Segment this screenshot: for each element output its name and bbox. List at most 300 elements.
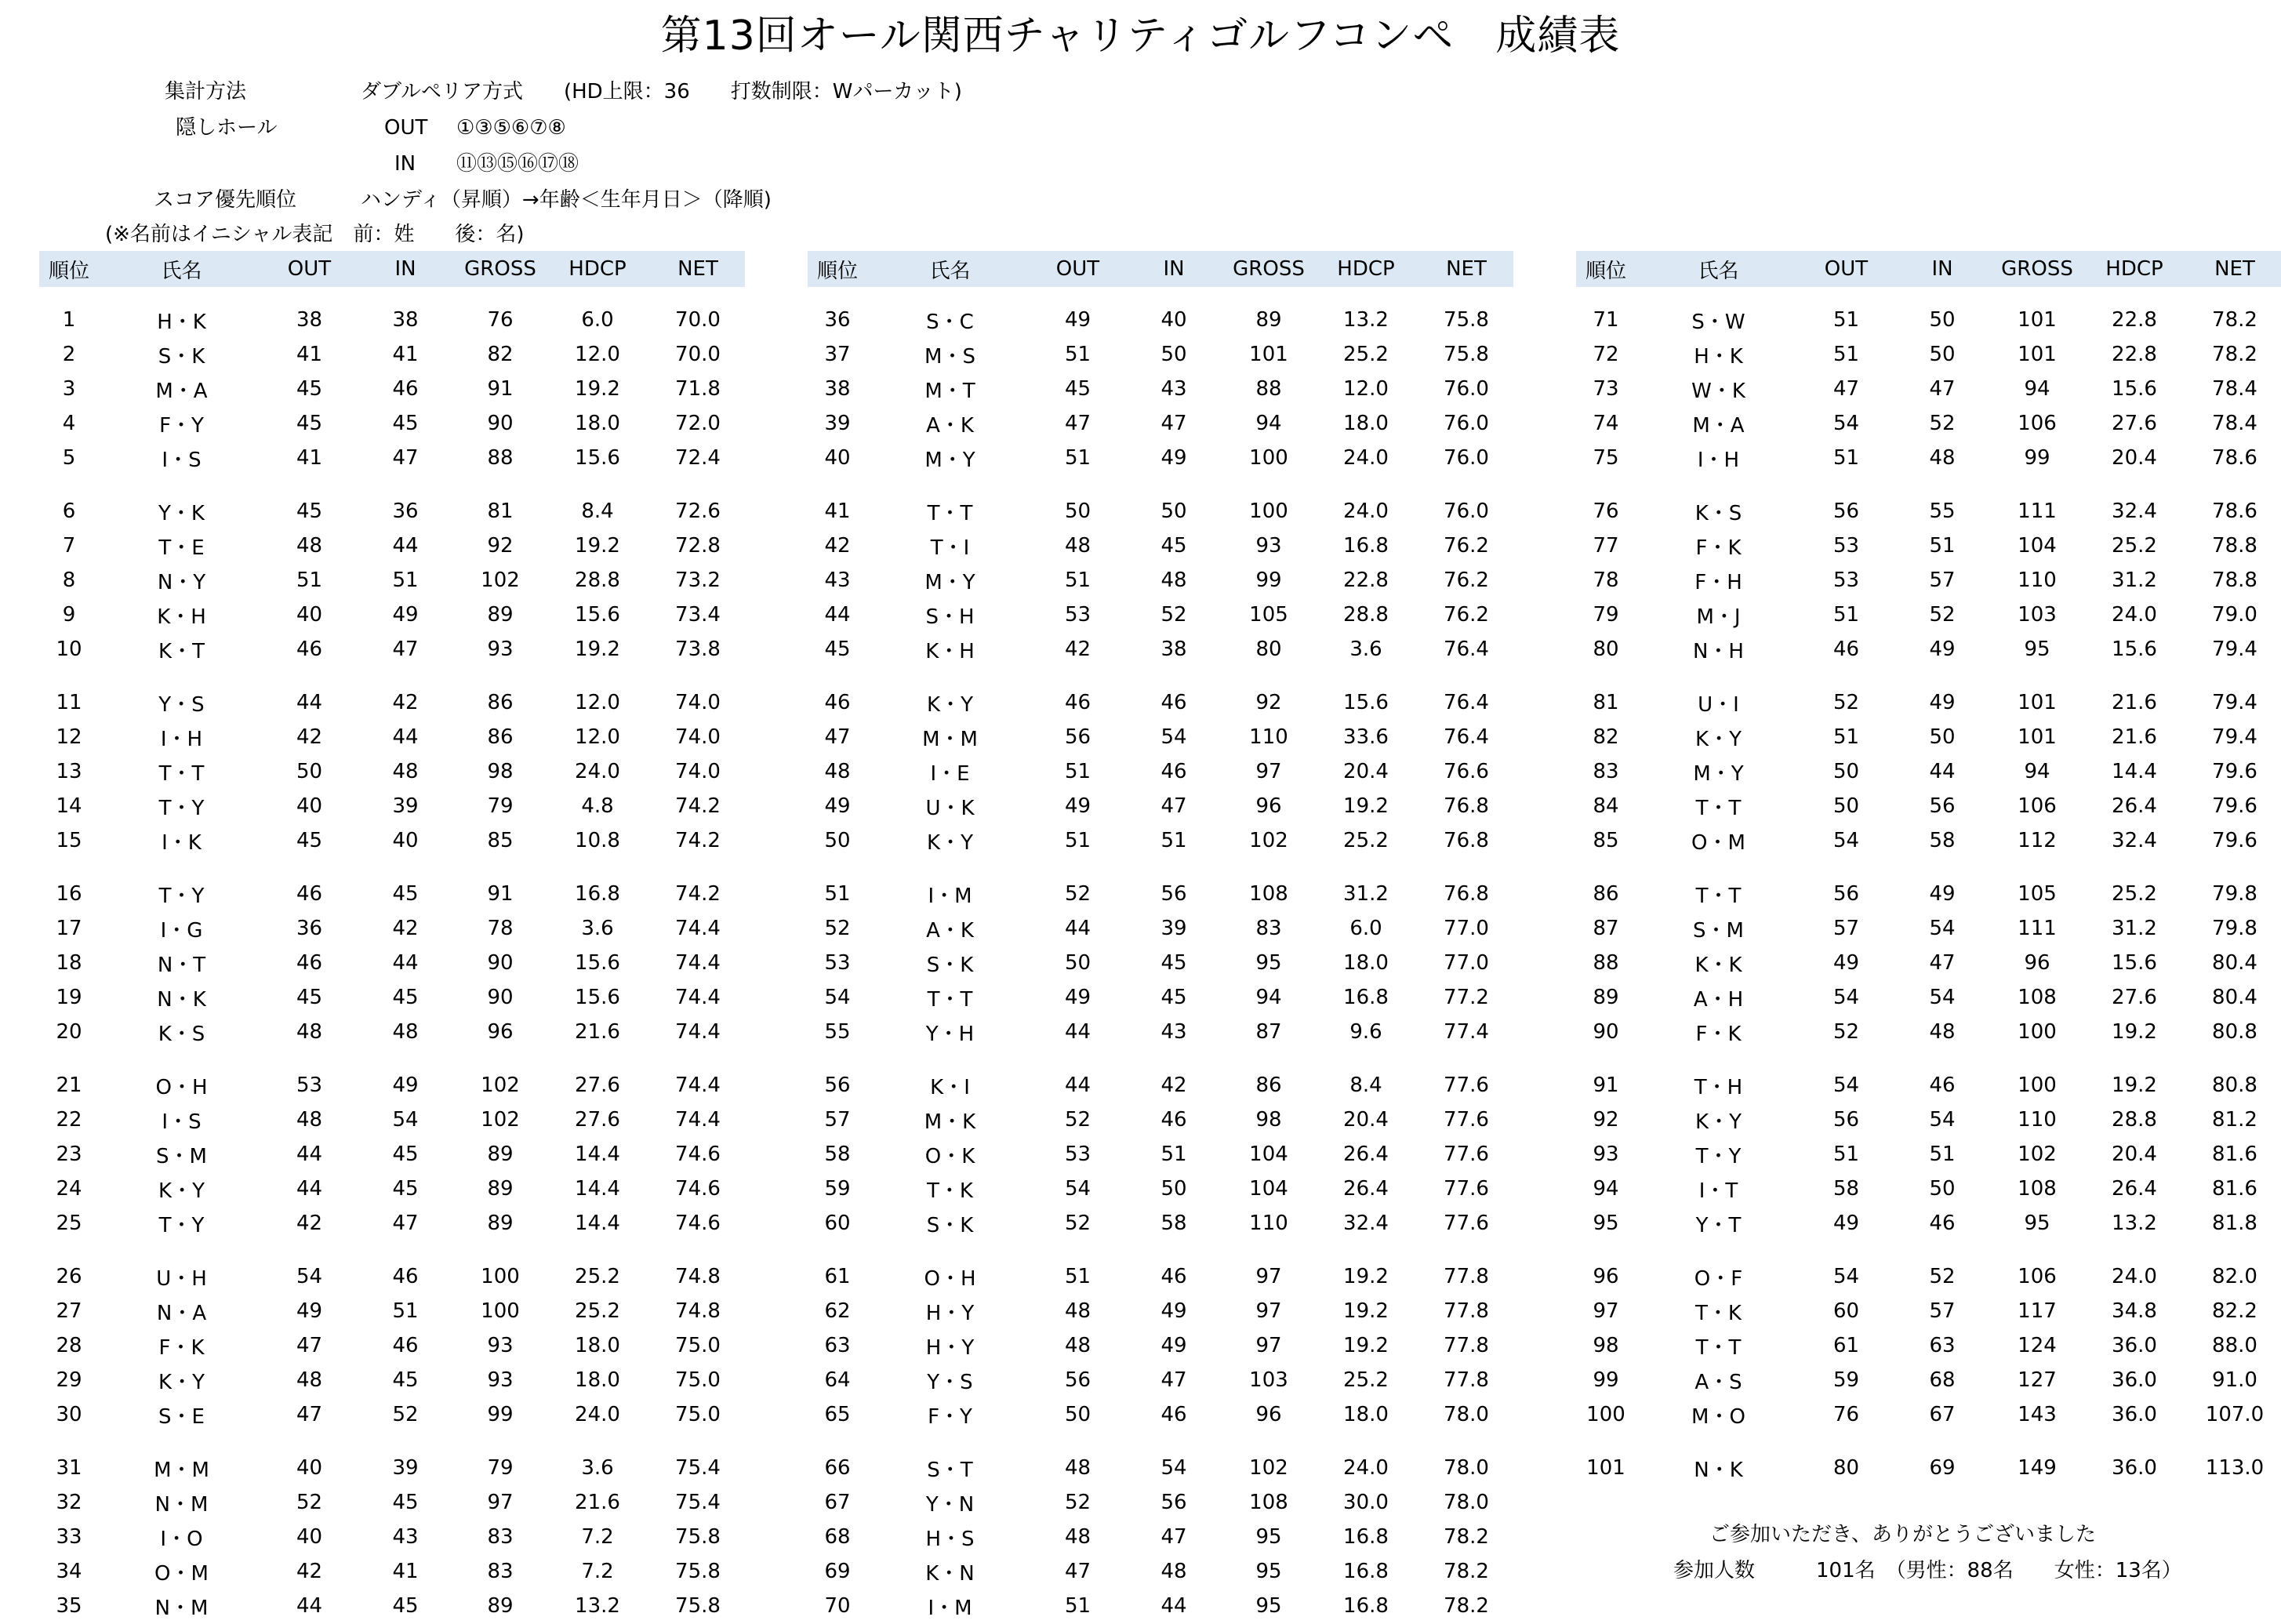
table-row bbox=[1576, 1328, 2281, 1363]
cell-hdcp: 19.2 bbox=[1343, 794, 1389, 818]
cell-name: N・M bbox=[154, 1492, 209, 1517]
cell-rank: 53 bbox=[824, 951, 851, 975]
cell-hdcp: 15.6 bbox=[575, 986, 620, 1009]
cell-in: 46 bbox=[1929, 1074, 1956, 1097]
cell-gross: 102 bbox=[1249, 829, 1288, 852]
cell-in: 43 bbox=[392, 1525, 419, 1549]
cell-hdcp: 18.0 bbox=[1343, 1403, 1389, 1426]
cell-net: 80.4 bbox=[2212, 951, 2257, 975]
cell-hdcp: 24.0 bbox=[575, 760, 620, 783]
cell-gross: 83 bbox=[487, 1560, 514, 1583]
cell-gross: 79 bbox=[487, 794, 514, 818]
cell-name: K・Y bbox=[158, 1179, 205, 1203]
cell-gross: 108 bbox=[2018, 1177, 2057, 1201]
cell-net: 81.6 bbox=[2212, 1177, 2257, 1201]
cell-gross: 101 bbox=[2018, 725, 2057, 749]
cell-gross: 94 bbox=[1255, 986, 1282, 1009]
cell-rank: 95 bbox=[1593, 1212, 1619, 1235]
cell-hdcp: 12.0 bbox=[1343, 377, 1389, 401]
cell-out: 51 bbox=[1064, 569, 1091, 592]
cell-in: 52 bbox=[1160, 603, 1187, 627]
cell-hdcp: 19.2 bbox=[575, 638, 620, 661]
cell-out: 45 bbox=[1064, 377, 1091, 401]
cell-hdcp: 21.6 bbox=[575, 1020, 620, 1044]
cell-net: 77.0 bbox=[1444, 951, 1489, 975]
cell-net: 74.8 bbox=[675, 1299, 721, 1323]
cell-hdcp: 16.8 bbox=[1343, 1560, 1389, 1583]
cell-hdcp: 8.4 bbox=[1349, 1074, 1382, 1097]
cell-gross: 105 bbox=[2018, 882, 2057, 906]
cell-name: M・Y bbox=[924, 570, 975, 594]
cell-name: N・H bbox=[1692, 639, 1744, 663]
cell-gross: 100 bbox=[1249, 500, 1288, 523]
cell-hdcp: 3.6 bbox=[581, 917, 614, 940]
cell-net: 74.6 bbox=[675, 1143, 721, 1166]
table-row bbox=[808, 980, 1513, 1015]
cell-hdcp: 26.4 bbox=[1343, 1177, 1389, 1201]
header-net: NET bbox=[677, 257, 718, 281]
cell-out: 51 bbox=[1832, 603, 1860, 627]
cell-name: M・T bbox=[924, 379, 975, 403]
cell-gross: 90 bbox=[487, 951, 514, 975]
table-row bbox=[39, 1589, 745, 1623]
cell-rank: 62 bbox=[824, 1299, 851, 1323]
cell-in: 52 bbox=[1929, 603, 1956, 627]
cell-in: 40 bbox=[1160, 308, 1187, 332]
cell-hdcp: 22.8 bbox=[2112, 343, 2157, 366]
cell-rank: 22 bbox=[56, 1108, 82, 1132]
cell-out: 47 bbox=[296, 1334, 323, 1357]
cell-in: 56 bbox=[1160, 882, 1187, 906]
cell-in: 44 bbox=[1160, 1594, 1187, 1618]
cell-name: O・H bbox=[924, 1266, 976, 1291]
cell-rank: 80 bbox=[1593, 638, 1619, 661]
cell-hdcp: 27.6 bbox=[2112, 986, 2157, 1009]
cell-gross: 94 bbox=[2024, 377, 2050, 401]
cell-out: 51 bbox=[1064, 1594, 1091, 1618]
cell-in: 54 bbox=[1929, 986, 1956, 1009]
cell-hdcp: 15.6 bbox=[575, 951, 620, 975]
cell-rank: 83 bbox=[1593, 760, 1619, 783]
cell-name: O・K bbox=[924, 1144, 975, 1168]
cell-name: S・K bbox=[926, 1213, 974, 1237]
cell-net: 73.8 bbox=[675, 638, 721, 661]
cell-gross: 92 bbox=[487, 534, 514, 558]
cell-rank: 4 bbox=[62, 412, 76, 435]
cell-hdcp: 28.8 bbox=[1343, 603, 1389, 627]
cell-out: 52 bbox=[1832, 691, 1860, 714]
cell-rank: 39 bbox=[824, 412, 851, 435]
table-row bbox=[39, 1068, 745, 1103]
cell-hdcp: 18.0 bbox=[1343, 951, 1389, 975]
cell-name: N・K bbox=[157, 987, 206, 1012]
cell-hdcp: 22.8 bbox=[2112, 308, 2157, 332]
cell-rank: 89 bbox=[1593, 986, 1619, 1009]
cell-gross: 108 bbox=[1249, 1491, 1288, 1514]
table-row bbox=[808, 1554, 1513, 1589]
cell-out: 50 bbox=[1064, 1403, 1091, 1426]
cell-in: 49 bbox=[392, 1074, 419, 1097]
cell-out: 52 bbox=[1064, 1212, 1091, 1235]
cell-name: M・Y bbox=[924, 448, 975, 472]
cell-hdcp: 6.0 bbox=[1349, 917, 1382, 940]
cell-net: 78.2 bbox=[1444, 1525, 1489, 1549]
cell-rank: 28 bbox=[56, 1334, 82, 1357]
cell-rank: 88 bbox=[1593, 951, 1619, 975]
cell-hdcp: 19.2 bbox=[2112, 1020, 2157, 1044]
cell-name: I・M bbox=[928, 1596, 972, 1620]
cell-name: K・Y bbox=[158, 1370, 205, 1394]
cell-gross: 97 bbox=[1255, 1299, 1282, 1323]
cell-in: 50 bbox=[1929, 725, 1956, 749]
cell-net: 76.2 bbox=[1444, 603, 1489, 627]
table-row bbox=[39, 1451, 745, 1485]
cell-net: 76.2 bbox=[1444, 569, 1489, 592]
cell-rank: 31 bbox=[56, 1456, 82, 1480]
cell-name: U・K bbox=[925, 796, 975, 820]
table-row bbox=[808, 1103, 1513, 1137]
cell-in: 47 bbox=[392, 1212, 419, 1235]
cell-rank: 23 bbox=[56, 1143, 82, 1166]
priority-label: スコア優先順位 bbox=[154, 188, 297, 212]
cell-gross: 87 bbox=[1255, 1020, 1282, 1044]
table-row bbox=[39, 1554, 745, 1589]
cell-net: 74.6 bbox=[675, 1177, 721, 1201]
cell-in: 48 bbox=[1929, 1020, 1956, 1044]
cell-net: 76.8 bbox=[1444, 829, 1489, 852]
cell-name: K・I bbox=[930, 1075, 970, 1099]
cell-rank: 72 bbox=[1593, 343, 1619, 366]
cell-out: 47 bbox=[296, 1403, 323, 1426]
cell-net: 72.0 bbox=[675, 412, 721, 435]
table-row bbox=[1576, 1068, 2281, 1103]
cell-hdcp: 12.0 bbox=[575, 343, 620, 366]
cell-name: T・T bbox=[1695, 796, 1742, 820]
cell-in: 49 bbox=[1929, 691, 1956, 714]
cell-in: 57 bbox=[1929, 1299, 1956, 1323]
cell-out: 46 bbox=[1064, 691, 1091, 714]
cell-out: 46 bbox=[296, 638, 323, 661]
cell-name: T・T bbox=[158, 761, 205, 786]
cell-rank: 18 bbox=[56, 951, 82, 975]
cell-out: 60 bbox=[1832, 1299, 1860, 1323]
cell-in: 51 bbox=[392, 569, 419, 592]
cell-hdcp: 19.2 bbox=[1343, 1299, 1389, 1323]
cell-gross: 97 bbox=[1255, 1334, 1282, 1357]
cell-hdcp: 28.8 bbox=[575, 569, 620, 592]
cell-gross: 76 bbox=[487, 308, 514, 332]
cell-out: 54 bbox=[1832, 829, 1860, 852]
in-holes: ⑪⑬⑮⑯⑰⑱ bbox=[456, 152, 579, 176]
cell-in: 52 bbox=[1929, 1265, 1956, 1288]
cell-gross: 89 bbox=[487, 603, 514, 627]
out-label: OUT bbox=[384, 116, 428, 140]
cell-net: 80.8 bbox=[2212, 1074, 2257, 1097]
cell-rank: 54 bbox=[824, 986, 851, 1009]
cell-gross: 117 bbox=[2018, 1299, 2057, 1323]
cell-out: 50 bbox=[1064, 500, 1091, 523]
cell-name: A・S bbox=[1694, 1370, 1742, 1394]
cell-rank: 11 bbox=[56, 691, 82, 714]
cell-rank: 98 bbox=[1593, 1334, 1619, 1357]
cell-in: 44 bbox=[392, 534, 419, 558]
cell-in: 50 bbox=[1929, 343, 1956, 366]
out-holes: ①③⑤⑥⑦⑧ bbox=[456, 116, 566, 140]
cell-rank: 84 bbox=[1593, 794, 1619, 818]
cell-hdcp: 30.0 bbox=[1343, 1491, 1389, 1514]
cell-net: 82.0 bbox=[2212, 1265, 2257, 1288]
cell-out: 53 bbox=[296, 1074, 323, 1097]
table-row bbox=[1576, 372, 2281, 406]
cell-rank: 38 bbox=[824, 377, 851, 401]
cell-rank: 71 bbox=[1593, 308, 1619, 332]
cell-net: 76.0 bbox=[1444, 412, 1489, 435]
table-row bbox=[808, 1259, 1513, 1294]
cell-rank: 7 bbox=[62, 534, 76, 558]
cell-name: T・T bbox=[927, 501, 973, 525]
cell-name: O・H bbox=[155, 1075, 208, 1099]
cell-in: 47 bbox=[1929, 377, 1956, 401]
cell-net: 81.2 bbox=[2212, 1108, 2257, 1132]
cell-name: N・M bbox=[154, 1596, 209, 1620]
cell-net: 81.6 bbox=[2212, 1143, 2257, 1166]
table-row bbox=[39, 632, 745, 667]
cell-rank: 5 bbox=[62, 446, 76, 470]
cell-gross: 101 bbox=[2018, 691, 2057, 714]
cell-hdcp: 12.0 bbox=[575, 691, 620, 714]
cell-rank: 44 bbox=[824, 603, 851, 627]
cell-hdcp: 21.6 bbox=[2112, 725, 2157, 749]
cell-rank: 37 bbox=[824, 343, 851, 366]
cell-gross: 92 bbox=[1255, 691, 1282, 714]
cell-rank: 26 bbox=[56, 1265, 82, 1288]
cell-hdcp: 22.8 bbox=[1343, 569, 1389, 592]
cell-rank: 46 bbox=[824, 691, 851, 714]
cell-out: 54 bbox=[1832, 1265, 1860, 1288]
cell-hdcp: 15.6 bbox=[2112, 377, 2157, 401]
cell-name: I・H bbox=[1697, 448, 1740, 472]
table-row bbox=[1576, 980, 2281, 1015]
cell-in: 45 bbox=[392, 986, 419, 1009]
cell-rank: 14 bbox=[56, 794, 82, 818]
cell-rank: 49 bbox=[824, 794, 851, 818]
cell-rank: 100 bbox=[1586, 1403, 1625, 1426]
cell-hdcp: 27.6 bbox=[575, 1108, 620, 1132]
table-row bbox=[808, 1451, 1513, 1485]
cell-in: 52 bbox=[392, 1403, 419, 1426]
cell-gross: 89 bbox=[487, 1177, 514, 1201]
cell-name: T・Y bbox=[158, 796, 205, 820]
cell-in: 54 bbox=[392, 1108, 419, 1132]
cell-out: 51 bbox=[1064, 760, 1091, 783]
table-row bbox=[1576, 1137, 2281, 1172]
cell-net: 78.4 bbox=[2212, 412, 2257, 435]
cell-out: 41 bbox=[296, 343, 323, 366]
cell-out: 44 bbox=[1064, 917, 1091, 940]
cell-hdcp: 19.2 bbox=[1343, 1265, 1389, 1288]
table-row bbox=[39, 789, 745, 823]
cell-out: 48 bbox=[296, 1108, 323, 1132]
cell-out: 58 bbox=[1832, 1177, 1860, 1201]
table-row bbox=[1576, 1206, 2281, 1241]
cell-gross: 95 bbox=[1255, 1594, 1282, 1618]
cell-name: O・F bbox=[1694, 1266, 1743, 1291]
cell-in: 46 bbox=[392, 1265, 419, 1288]
cell-in: 42 bbox=[1160, 1074, 1187, 1097]
cell-out: 44 bbox=[296, 691, 323, 714]
cell-out: 42 bbox=[1064, 638, 1091, 661]
cell-rank: 43 bbox=[824, 569, 851, 592]
cell-hdcp: 9.6 bbox=[1349, 1020, 1382, 1044]
cell-net: 76.4 bbox=[1444, 691, 1489, 714]
cell-out: 54 bbox=[1064, 1177, 1091, 1201]
cell-net: 70.0 bbox=[675, 343, 721, 366]
cell-in: 46 bbox=[1160, 1108, 1187, 1132]
cell-out: 49 bbox=[1064, 986, 1091, 1009]
cell-net: 78.0 bbox=[1444, 1403, 1489, 1426]
cell-gross: 94 bbox=[1255, 412, 1282, 435]
header-hdcp: HDCP bbox=[1337, 257, 1395, 281]
cell-net: 73.4 bbox=[675, 603, 721, 627]
cell-name: N・A bbox=[156, 1301, 207, 1325]
cell-rank: 48 bbox=[824, 760, 851, 783]
table-row bbox=[39, 494, 745, 529]
cell-net: 79.6 bbox=[2212, 794, 2257, 818]
table-row bbox=[1576, 441, 2281, 475]
cell-hdcp: 10.8 bbox=[575, 829, 620, 852]
cell-gross: 127 bbox=[2018, 1368, 2057, 1392]
cell-out: 48 bbox=[1064, 1456, 1091, 1480]
cell-hdcp: 26.4 bbox=[2112, 1177, 2157, 1201]
cell-gross: 98 bbox=[487, 760, 514, 783]
cell-name: U・H bbox=[156, 1266, 207, 1291]
cell-hdcp: 24.0 bbox=[575, 1403, 620, 1426]
table-row bbox=[1576, 1172, 2281, 1206]
cell-out: 46 bbox=[296, 882, 323, 906]
cell-in: 46 bbox=[1160, 1403, 1187, 1426]
cell-rank: 68 bbox=[824, 1525, 851, 1549]
cell-name: Y・S bbox=[158, 692, 205, 717]
cell-in: 46 bbox=[1160, 1265, 1187, 1288]
table-row bbox=[1576, 1451, 2281, 1485]
cell-gross: 89 bbox=[1255, 308, 1282, 332]
cell-hdcp: 24.0 bbox=[2112, 1265, 2157, 1288]
cell-gross: 97 bbox=[1255, 760, 1282, 783]
table-row bbox=[808, 1397, 1513, 1432]
cell-gross: 100 bbox=[2018, 1020, 2057, 1044]
table-row bbox=[808, 303, 1513, 337]
cell-net: 77.6 bbox=[1444, 1143, 1489, 1166]
cell-in: 45 bbox=[1160, 951, 1187, 975]
table-row bbox=[39, 1172, 745, 1206]
cell-net: 113.0 bbox=[2205, 1456, 2265, 1480]
cell-name: H・Y bbox=[925, 1301, 975, 1325]
table-row bbox=[808, 946, 1513, 980]
cell-gross: 100 bbox=[481, 1265, 520, 1288]
cell-net: 76.6 bbox=[1444, 760, 1489, 783]
cell-net: 78.0 bbox=[1444, 1491, 1489, 1514]
cell-name: T・E bbox=[158, 536, 205, 560]
table-row bbox=[808, 1137, 1513, 1172]
cell-name: K・S bbox=[1694, 501, 1742, 525]
cell-gross: 110 bbox=[2018, 1108, 2057, 1132]
table-row bbox=[1576, 1363, 2281, 1397]
cell-out: 46 bbox=[296, 951, 323, 975]
header-rank: 順位 bbox=[816, 259, 858, 283]
cell-out: 42 bbox=[296, 1212, 323, 1235]
header-net: NET bbox=[2214, 257, 2255, 281]
cell-gross: 111 bbox=[2018, 500, 2057, 523]
cell-out: 45 bbox=[296, 500, 323, 523]
cell-net: 74.4 bbox=[675, 917, 721, 940]
cell-name: I・M bbox=[928, 884, 972, 908]
cell-gross: 104 bbox=[1249, 1177, 1288, 1201]
cell-in: 49 bbox=[1929, 638, 1956, 661]
cell-in: 45 bbox=[1160, 986, 1187, 1009]
cell-net: 74.2 bbox=[675, 794, 721, 818]
cell-name: K・T bbox=[158, 639, 205, 663]
cell-hdcp: 25.2 bbox=[2112, 882, 2157, 906]
cell-out: 54 bbox=[1832, 412, 1860, 435]
cell-name: K・H bbox=[925, 639, 975, 663]
cell-name: U・I bbox=[1698, 692, 1739, 717]
cell-in: 45 bbox=[392, 1594, 419, 1618]
cell-in: 38 bbox=[1160, 638, 1187, 661]
cell-name: H・S bbox=[925, 1527, 975, 1551]
cell-name: T・H bbox=[1694, 1075, 1743, 1099]
cell-gross: 96 bbox=[2024, 951, 2050, 975]
table-row bbox=[808, 494, 1513, 529]
cell-hdcp: 36.0 bbox=[2112, 1368, 2157, 1392]
cell-gross: 86 bbox=[1255, 1074, 1282, 1097]
cell-net: 79.4 bbox=[2212, 725, 2257, 749]
cell-in: 46 bbox=[1929, 1212, 1956, 1235]
cell-name: S・C bbox=[926, 310, 974, 334]
cell-rank: 45 bbox=[824, 638, 851, 661]
table-body bbox=[1576, 303, 2281, 1485]
cell-gross: 98 bbox=[1255, 1108, 1282, 1132]
cell-hdcp: 24.0 bbox=[1343, 1456, 1389, 1480]
table-row bbox=[39, 720, 745, 754]
table-row bbox=[808, 823, 1513, 858]
cell-gross: 91 bbox=[487, 882, 514, 906]
cell-hdcp: 14.4 bbox=[2112, 760, 2157, 783]
cell-gross: 95 bbox=[2024, 1212, 2050, 1235]
table-row bbox=[808, 406, 1513, 441]
table-row bbox=[39, 946, 745, 980]
cell-in: 49 bbox=[1160, 1334, 1187, 1357]
cell-net: 74.0 bbox=[675, 725, 721, 749]
cell-out: 50 bbox=[296, 760, 323, 783]
header-in: IN bbox=[1163, 257, 1185, 281]
cell-rank: 58 bbox=[824, 1143, 851, 1166]
cell-gross: 101 bbox=[2018, 343, 2057, 366]
cell-rank: 76 bbox=[1593, 500, 1619, 523]
cell-net: 79.0 bbox=[2212, 603, 2257, 627]
cell-name: S・H bbox=[925, 605, 975, 629]
cell-net: 72.8 bbox=[675, 534, 721, 558]
cell-in: 47 bbox=[1160, 1525, 1187, 1549]
cell-gross: 89 bbox=[487, 1594, 514, 1618]
cell-hdcp: 14.4 bbox=[575, 1143, 620, 1166]
cell-net: 76.4 bbox=[1444, 638, 1489, 661]
cell-net: 75.8 bbox=[675, 1560, 721, 1583]
cell-in: 41 bbox=[392, 343, 419, 366]
cell-gross: 99 bbox=[2024, 446, 2050, 470]
table-row bbox=[808, 598, 1513, 632]
header-out: OUT bbox=[1055, 257, 1100, 281]
cell-rank: 19 bbox=[56, 986, 82, 1009]
